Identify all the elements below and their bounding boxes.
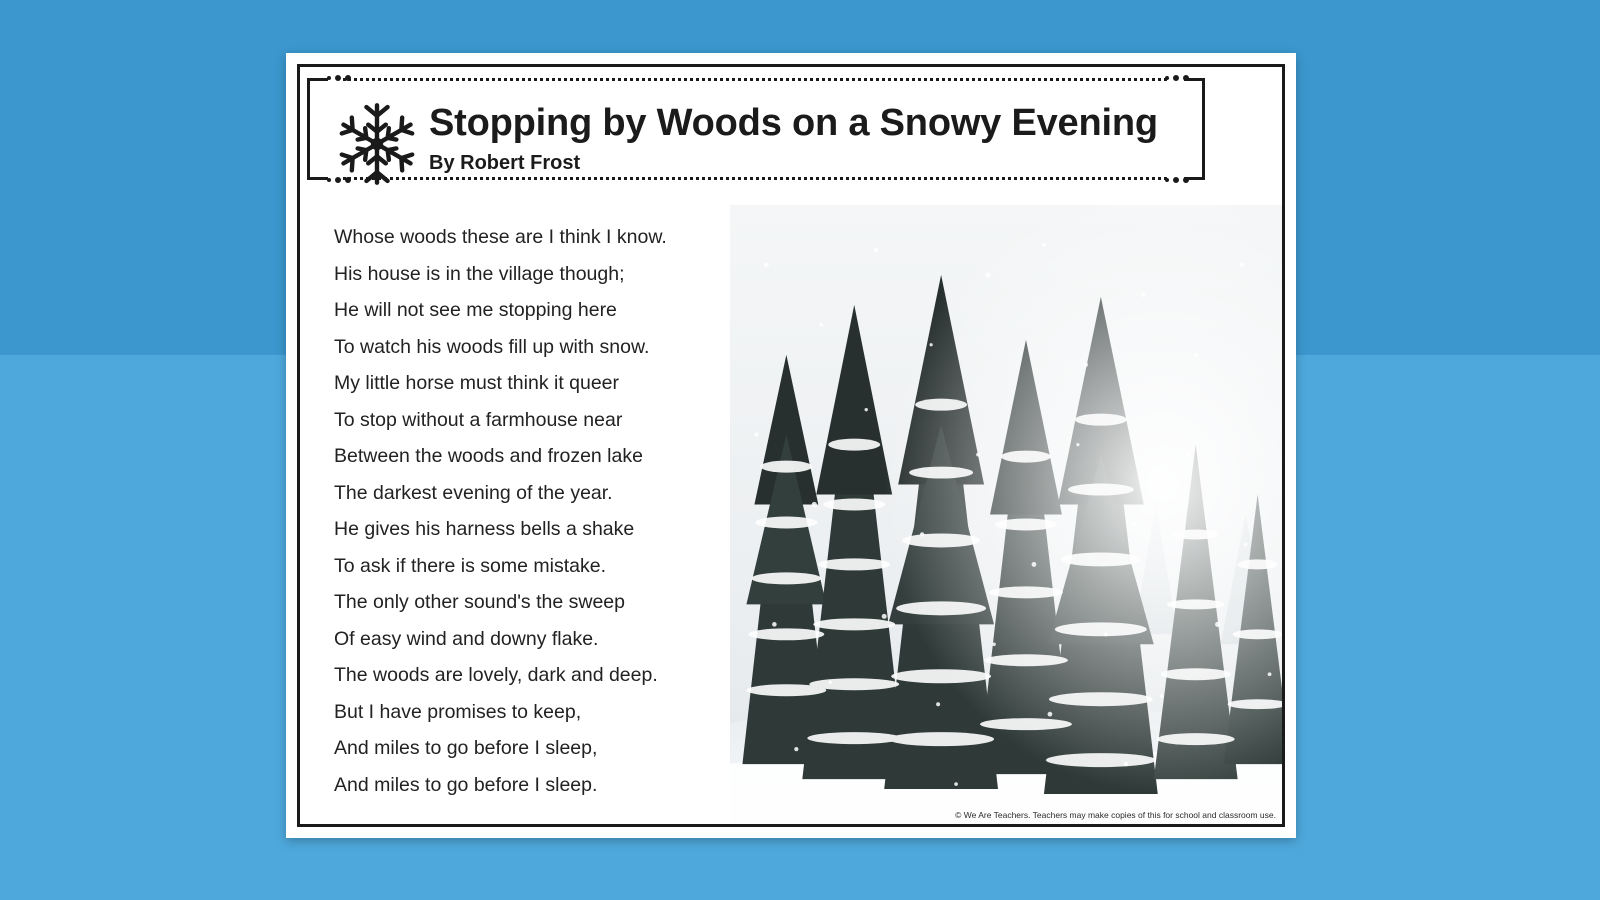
poem-text-column <box>300 205 730 824</box>
poem-line: To ask if there is some mistake. <box>334 554 607 577</box>
poem-line: To watch his woods fill up with snow. <box>334 335 650 358</box>
document-body <box>300 205 1282 824</box>
poem-line: Of easy wind and downy flake. <box>334 627 599 650</box>
poem-line: But I have promises to keep, <box>334 700 582 723</box>
poem-line: His house is in the village though; <box>334 262 625 285</box>
page-title: Stopping by Woods on a Snowy Evening <box>429 102 1158 144</box>
poem-line: And miles to go before I sleep, <box>334 737 598 759</box>
poem-line: And miles to go before I sleep. <box>334 773 598 796</box>
snowflake-icon <box>333 100 421 188</box>
poem-line: The woods are lovely, dark and deep. <box>334 664 658 686</box>
poem-line: Whose woods these are I think I know. <box>334 226 667 248</box>
header-dotted-rule-bottom <box>343 177 1167 180</box>
poem-document-sheet <box>286 53 1296 838</box>
poem-line: The darkest evening of the year. <box>334 481 613 504</box>
photo-credit: © We Are Teachers. Teachers may make copies of this for school and classroom use. <box>955 810 1276 820</box>
poem-line: The only other sound's the sweep <box>334 591 625 613</box>
poem-line: My little horse must think it queer <box>334 372 620 394</box>
header-dot-cluster-top-left <box>327 75 351 81</box>
poem-line: Between the woods and frozen lake <box>334 445 643 467</box>
snowy-trees-photo <box>730 205 1282 824</box>
document-header <box>297 60 1247 198</box>
snowy-forest-illustration <box>730 205 1282 824</box>
poem-line: He will not see me stopping here <box>334 299 617 321</box>
poem-line: He gives his harness bells a shake <box>334 518 635 540</box>
title-block <box>429 102 1158 175</box>
header-dot-cluster-top-right <box>1165 75 1189 81</box>
header-dot-cluster-bottom-right <box>1165 177 1189 183</box>
header-bracket-left <box>307 78 328 180</box>
header-dotted-rule-top <box>343 78 1167 81</box>
author-line: By Robert Frost <box>429 151 581 174</box>
poem-line: To stop without a farmhouse near <box>334 408 623 431</box>
header-bracket-right <box>1184 78 1205 180</box>
